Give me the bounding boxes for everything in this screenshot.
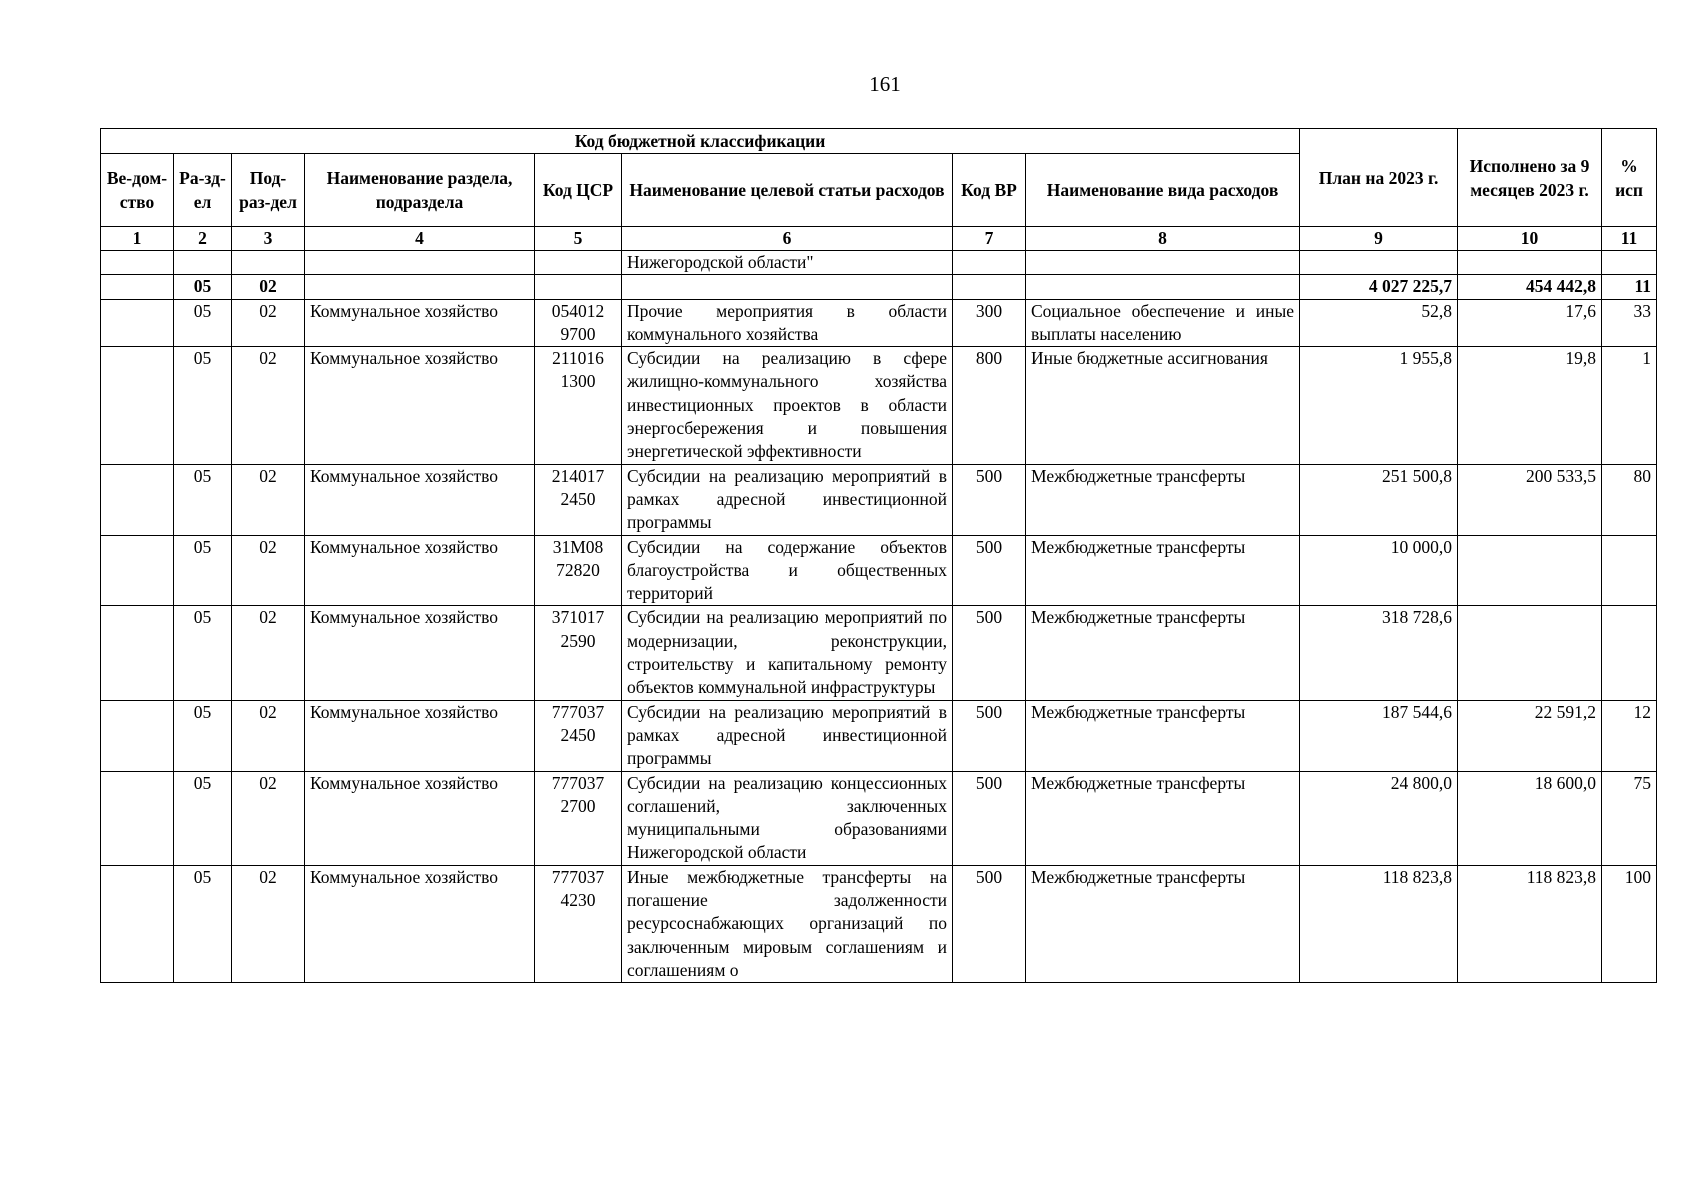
cell-vedomstvo — [101, 347, 174, 464]
table-row — [101, 606, 1657, 700]
cell-naim-tselevoy: Иные межбюджетные трансферты на погашение задолженности ресурсоснабжающих организаций по заключенным мировым соглашениям и соглашениям о — [622, 865, 953, 982]
cell-naim-vida: Межбюджетные трансферты — [1026, 865, 1300, 982]
cell-kod-vr: 800 — [953, 347, 1026, 464]
cell-naim-vida: Межбюджетные трансферты — [1026, 700, 1300, 771]
header-naim-vida: Наименование вида расходов — [1026, 154, 1300, 227]
total-podrazdel: 02 — [232, 275, 305, 299]
cell-kod-csr: 777037 2700 — [535, 771, 622, 865]
cell-kod-csr: 777037 4230 — [535, 865, 622, 982]
table-row — [101, 347, 1657, 464]
cell-podrazdel: 02 — [232, 299, 305, 347]
cell-podrazdel: 02 — [232, 865, 305, 982]
cell-ispolneno: 17,6 — [1458, 299, 1602, 347]
cell-kod-csr: 31М08 72820 — [535, 535, 622, 606]
column-number: 1 — [101, 227, 174, 251]
total-row — [101, 275, 1657, 299]
cell-vedomstvo — [101, 865, 174, 982]
cell-ispolneno: 18 600,0 — [1458, 771, 1602, 865]
budget-table — [100, 128, 1657, 983]
header-naim-razdela: Наименование раздела, подраздела — [305, 154, 535, 227]
cell-podrazdel: 02 — [232, 347, 305, 464]
cell-naim-tselevoy: Субсидии на реализацию мероприятий в рамках адресной инвестиционной программы — [622, 464, 953, 535]
continuation-row — [101, 251, 1657, 275]
column-number: 10 — [1458, 227, 1602, 251]
cell-kod-csr: 777037 2450 — [535, 700, 622, 771]
table-row — [101, 464, 1657, 535]
cell-naim-razdela: Коммунальное хозяйство — [305, 347, 535, 464]
cell-naim-vida: Межбюджетные трансферты — [1026, 535, 1300, 606]
cell-kod-vr: 500 — [953, 606, 1026, 700]
cell-podrazdel: 02 — [232, 606, 305, 700]
cell-kod-csr: 214017 2450 — [535, 464, 622, 535]
cell-plan: 118 823,8 — [1300, 865, 1458, 982]
total-ispolneno: 454 442,8 — [1458, 275, 1602, 299]
column-numbers-row — [101, 227, 1657, 251]
cell-plan: 251 500,8 — [1300, 464, 1458, 535]
cell-naim-tselevoy: Субсидии на содержание объектов благоустройства и общественных территорий — [622, 535, 953, 606]
cell-vedomstvo — [101, 535, 174, 606]
cell-razdel: 05 — [174, 299, 232, 347]
cell-plan: 52,8 — [1300, 299, 1458, 347]
cell-razdel: 05 — [174, 347, 232, 464]
header-kod-vr: Код ВР — [953, 154, 1026, 227]
cell-vedomstvo — [101, 464, 174, 535]
total-plan: 4 027 225,7 — [1300, 275, 1458, 299]
cell-pct: 12 — [1602, 700, 1657, 771]
column-number: 8 — [1026, 227, 1300, 251]
header-row-group — [101, 129, 1657, 154]
cell-plan: 187 544,6 — [1300, 700, 1458, 771]
cell-pct: 33 — [1602, 299, 1657, 347]
column-number: 7 — [953, 227, 1026, 251]
cell-kod-vr: 500 — [953, 865, 1026, 982]
column-number: 2 — [174, 227, 232, 251]
cell-vedomstvo — [101, 700, 174, 771]
cell-kod-csr: 211016 1300 — [535, 347, 622, 464]
header-ispolneno: Исполнено за 9 месяцев 2023 г. — [1458, 129, 1602, 227]
cell-podrazdel: 02 — [232, 535, 305, 606]
cell-kod-vr: 500 — [953, 464, 1026, 535]
cell-plan: 24 800,0 — [1300, 771, 1458, 865]
cell-naim-razdela: Коммунальное хозяйство — [305, 535, 535, 606]
cell-podrazdel: 02 — [232, 771, 305, 865]
column-number: 5 — [535, 227, 622, 251]
column-number: 4 — [305, 227, 535, 251]
total-pct: 11 — [1602, 275, 1657, 299]
cell-naim-tselevoy: Субсидии на реализацию мероприятий в рамках адресной инвестиционной программы — [622, 700, 953, 771]
cell-razdel: 05 — [174, 865, 232, 982]
cell-naim-razdela: Коммунальное хозяйство — [305, 606, 535, 700]
cell-razdel: 05 — [174, 535, 232, 606]
cell-plan: 1 955,8 — [1300, 347, 1458, 464]
column-number: 11 — [1602, 227, 1657, 251]
cell-pct: 100 — [1602, 865, 1657, 982]
cell-pct — [1602, 535, 1657, 606]
cell-naim-vida: Межбюджетные трансферты — [1026, 606, 1300, 700]
cell-naim-razdela: Коммунальное хозяйство — [305, 464, 535, 535]
cell-razdel: 05 — [174, 464, 232, 535]
cell-razdel: 05 — [174, 606, 232, 700]
header-razdel: Ра-зд-ел — [174, 154, 232, 227]
table-row — [101, 535, 1657, 606]
cell-vedomstvo — [101, 771, 174, 865]
total-razdel: 05 — [174, 275, 232, 299]
cell-pct: 80 — [1602, 464, 1657, 535]
cell-vedomstvo — [101, 606, 174, 700]
group-header-budget-classification: Код бюджетной классификации — [101, 129, 1300, 154]
header-podrazdel: Под-раз-дел — [232, 154, 305, 227]
column-number: 6 — [622, 227, 953, 251]
cell-kod-csr: 054012 9700 — [535, 299, 622, 347]
cell-naim-tselevoy: Субсидии на реализацию мероприятий по модернизации, реконструкции, строительству и капитальному ремонту объектов коммунальной инфраструктуры — [622, 606, 953, 700]
cell-ispolneno: 19,8 — [1458, 347, 1602, 464]
cell-naim-razdela: Коммунальное хозяйство — [305, 700, 535, 771]
cell-naim-vida: Межбюджетные трансферты — [1026, 771, 1300, 865]
cell-kod-csr: 371017 2590 — [535, 606, 622, 700]
header-plan: План на 2023 г. — [1300, 129, 1458, 227]
cell-plan: 10 000,0 — [1300, 535, 1458, 606]
cell-pct: 75 — [1602, 771, 1657, 865]
cell-razdel: 05 — [174, 771, 232, 865]
cell-ispolneno — [1458, 535, 1602, 606]
cell-kod-vr: 500 — [953, 771, 1026, 865]
cell-pct — [1602, 606, 1657, 700]
continuation-text: Нижегородской области" — [622, 251, 953, 275]
cell-vedomstvo — [101, 299, 174, 347]
cell-podrazdel: 02 — [232, 464, 305, 535]
cell-ispolneno — [1458, 606, 1602, 700]
cell-kod-vr: 300 — [953, 299, 1026, 347]
table-row — [101, 865, 1657, 982]
cell-naim-vida: Иные бюджетные ассигнования — [1026, 347, 1300, 464]
cell-naim-vida: Социальное обеспечение и иные выплаты населению — [1026, 299, 1300, 347]
cell-podrazdel: 02 — [232, 700, 305, 771]
header-kod-csr: Код ЦСР — [535, 154, 622, 227]
table-row — [101, 700, 1657, 771]
cell-kod-vr: 500 — [953, 535, 1026, 606]
column-number: 9 — [1300, 227, 1458, 251]
cell-naim-razdela: Коммунальное хозяйство — [305, 771, 535, 865]
cell-plan: 318 728,6 — [1300, 606, 1458, 700]
table-row — [101, 299, 1657, 347]
cell-naim-razdela: Коммунальное хозяйство — [305, 865, 535, 982]
cell-naim-razdela: Коммунальное хозяйство — [305, 299, 535, 347]
header-naim-tselevoy: Наименование целевой статьи расходов — [622, 154, 953, 227]
header-vedomstvo: Ве-дом-ство — [101, 154, 174, 227]
cell-naim-vida: Межбюджетные трансферты — [1026, 464, 1300, 535]
cell-ispolneno: 118 823,8 — [1458, 865, 1602, 982]
header-pct: % исп — [1602, 129, 1657, 227]
cell-ispolneno: 22 591,2 — [1458, 700, 1602, 771]
cell-naim-tselevoy: Субсидии на реализацию в сфере жилищно-коммунального хозяйства инвестиционных проектов в области энергосбережения и повышения энергетической эффективности — [622, 347, 953, 464]
cell-naim-tselevoy: Прочие мероприятия в области коммунального хозяйства — [622, 299, 953, 347]
cell-pct: 1 — [1602, 347, 1657, 464]
cell-ispolneno: 200 533,5 — [1458, 464, 1602, 535]
column-number: 3 — [232, 227, 305, 251]
page-number: 161 — [869, 72, 901, 96]
table-row — [101, 771, 1657, 865]
cell-kod-vr: 500 — [953, 700, 1026, 771]
cell-razdel: 05 — [174, 700, 232, 771]
cell-naim-tselevoy: Субсидии на реализацию концессионных соглашений, заключенных муниципальными образованиями Нижегородской области — [622, 771, 953, 865]
